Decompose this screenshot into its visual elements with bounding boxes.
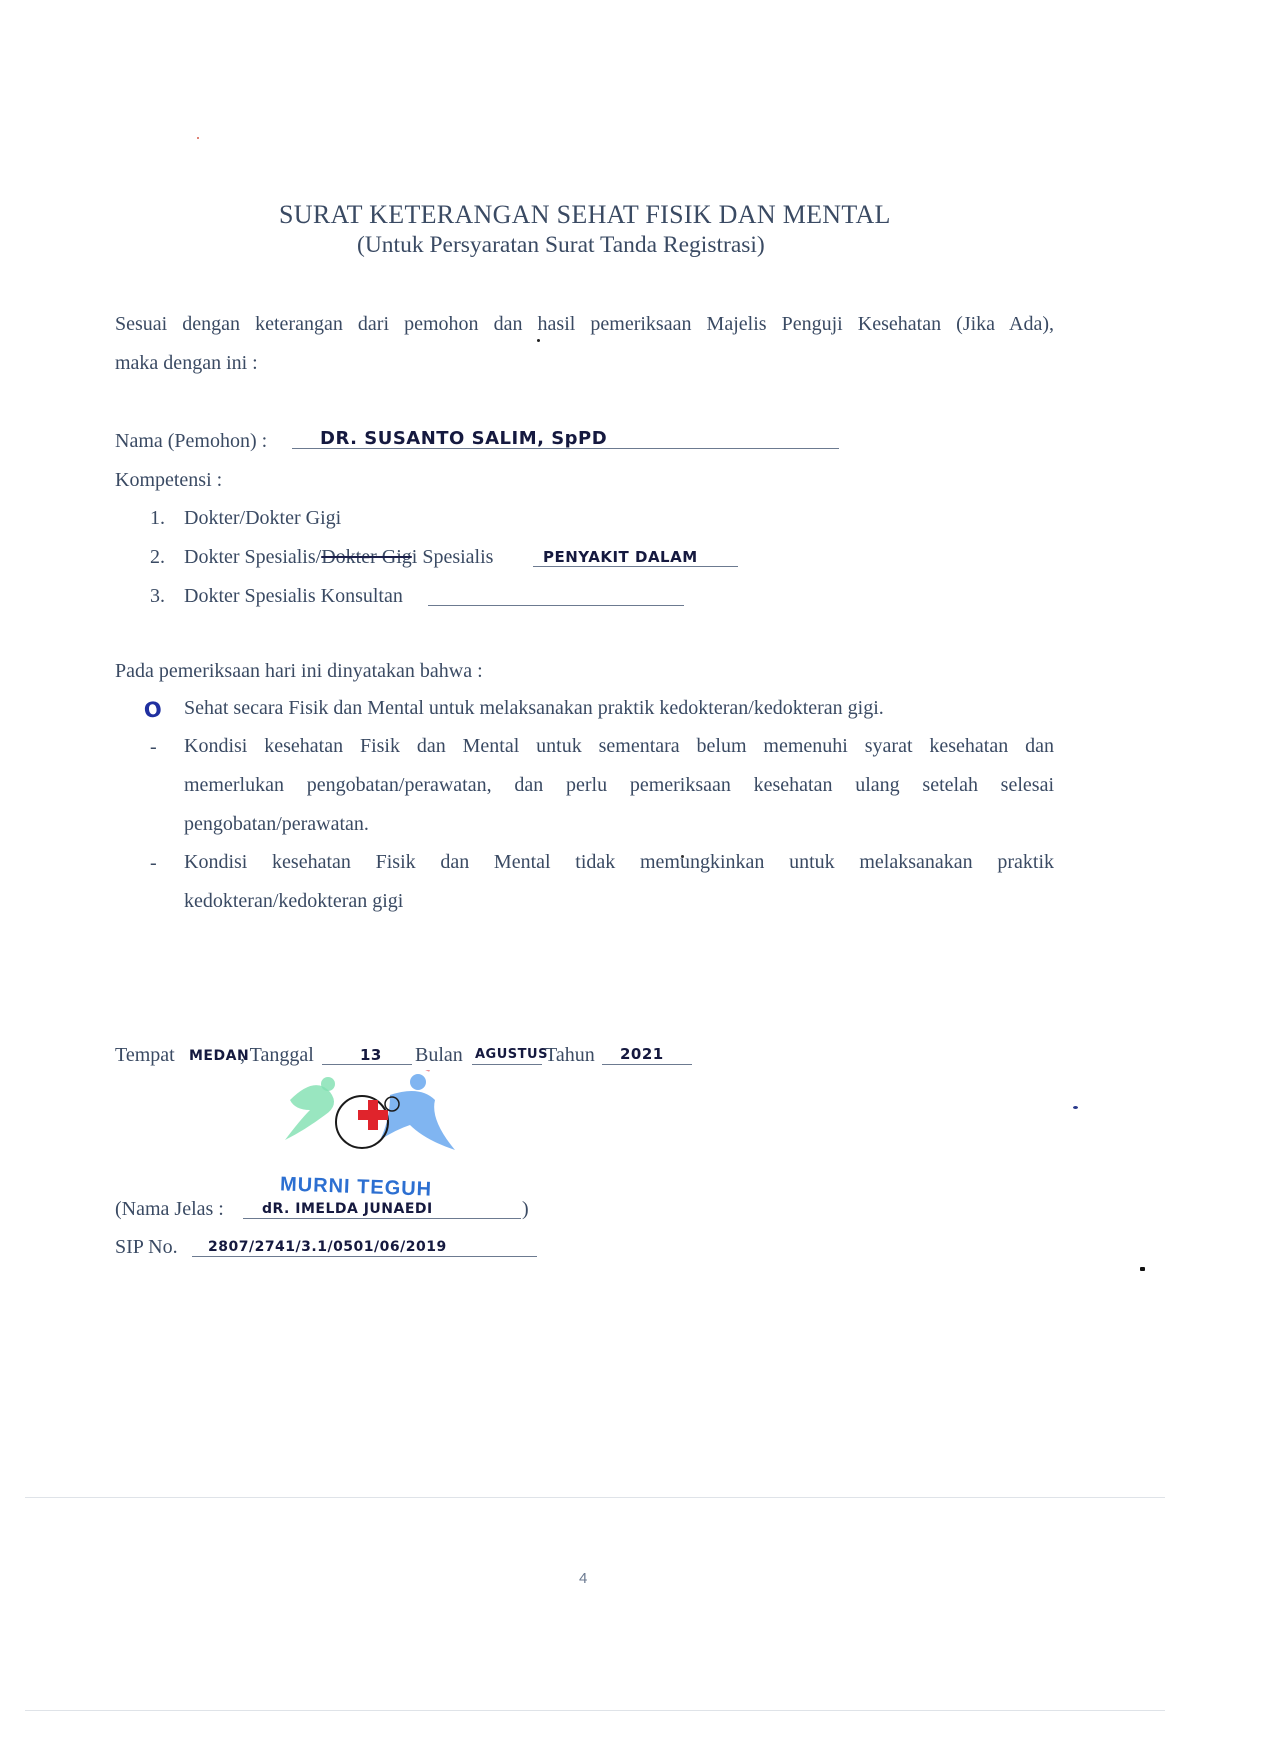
year-underline xyxy=(602,1064,692,1065)
month-underline xyxy=(472,1064,542,1065)
competency-2-text xyxy=(184,546,493,569)
signature-name-value[interactable]: dR. IMELDA JUNAEDI xyxy=(262,1201,433,1217)
option-3-line-1: Kondisi kesehatan Fisik dan Mental tidak memungkinkan untuk melaksanakan praktik xyxy=(184,851,1054,873)
intro-line-2: maka dengan ini : xyxy=(115,352,258,374)
scan-speck xyxy=(197,137,199,139)
intro-line-1: Sesuai dengan keterangan dari pemohon dan hasil pemeriksaan Majelis Penguji Kesehatan (Jika Ada), xyxy=(115,313,1054,335)
scan-edge-line xyxy=(25,1497,1165,1498)
page-number: 4 xyxy=(579,1570,588,1587)
sip-label: SIP No. xyxy=(115,1236,178,1258)
competency-2-value[interactable]: PENYAKIT DALAM xyxy=(543,548,698,566)
year-value[interactable]: 2021 xyxy=(620,1045,664,1063)
option-2-dash: - xyxy=(150,736,157,758)
applicant-name-value[interactable]: DR. SUSANTO SALIM, SpPD xyxy=(320,428,608,449)
scan-speck xyxy=(537,339,540,342)
competency-2-text-b: i Spesialis xyxy=(411,546,494,568)
document-subtitle: (Untuk Persyaratan Surat Tanda Registrasi) xyxy=(357,232,765,258)
date-value[interactable]: 13 xyxy=(360,1046,382,1064)
date-underline xyxy=(322,1064,412,1065)
competency-1-text: Dokter/Dokter Gigi xyxy=(184,507,342,529)
sip-value[interactable]: 2807/2741/3.1/0501/06/2019 xyxy=(208,1239,447,1255)
competency-3-text: Dokter Spesialis Konsultan xyxy=(184,585,403,607)
competency-label: Kompetensi : xyxy=(115,469,223,491)
competency-1-number: 1. xyxy=(150,507,165,529)
option-2-line-2: memerlukan pengobatan/perawatan, dan perlu pemeriksaan kesehatan ulang setelah selesai xyxy=(184,774,1054,796)
competency-3-underline[interactable] xyxy=(428,605,684,606)
option-2-line-1: Kondisi kesehatan Fisik dan Mental untuk sementara belum memenuhi syarat kesehatan dan xyxy=(184,735,1054,757)
year-label: Tahun xyxy=(545,1044,595,1066)
signature-name-underline xyxy=(243,1218,521,1219)
option-3-line-2: kedokteran/kedokteran gigi xyxy=(184,890,404,912)
competency-3-number: 3. xyxy=(150,585,165,607)
document-title: SURAT KETERANGAN SEHAT FISIK DAN MENTAL xyxy=(279,200,891,229)
competency-2-struck-text: Dokter Gig xyxy=(321,546,412,568)
scan-edge-line xyxy=(25,1710,1165,1711)
option-2-line-3: pengobatan/perawatan. xyxy=(184,813,369,835)
option-1-circle-mark[interactable]: O xyxy=(142,696,164,724)
applicant-name-label: Nama (Pemohon) : xyxy=(115,430,268,452)
option-1-line-1: Sehat secara Fisik dan Mental untuk melaksanakan praktik kedokteran/kedokteran gigi. xyxy=(184,697,884,719)
scan-speck xyxy=(1140,1267,1145,1271)
competency-2-text-a: Dokter Spesialis/ xyxy=(184,546,322,568)
date-label: , Tanggal xyxy=(240,1044,314,1066)
competency-2-number: 2. xyxy=(150,546,165,568)
hospital-stamp xyxy=(270,1070,470,1201)
hospital-logo-icon xyxy=(270,1070,470,1170)
scan-speck xyxy=(1073,1106,1078,1109)
month-value[interactable]: AGUSTUS xyxy=(475,1047,548,1062)
examination-intro: Pada pemeriksaan hari ini dinyatakan bahwa : xyxy=(115,660,483,682)
place-label: Tempat xyxy=(115,1044,175,1066)
option-3-dash: - xyxy=(150,852,157,874)
stamp-text: MURNI TEGUH xyxy=(279,1173,433,1201)
place-value[interactable]: MEDAN xyxy=(189,1048,250,1064)
signature-name-close: ) xyxy=(522,1198,529,1220)
competency-2-underline xyxy=(533,566,738,567)
sip-underline xyxy=(192,1256,537,1257)
signature-name-label: (Nama Jelas : xyxy=(115,1198,224,1220)
month-label: Bulan xyxy=(415,1044,463,1066)
